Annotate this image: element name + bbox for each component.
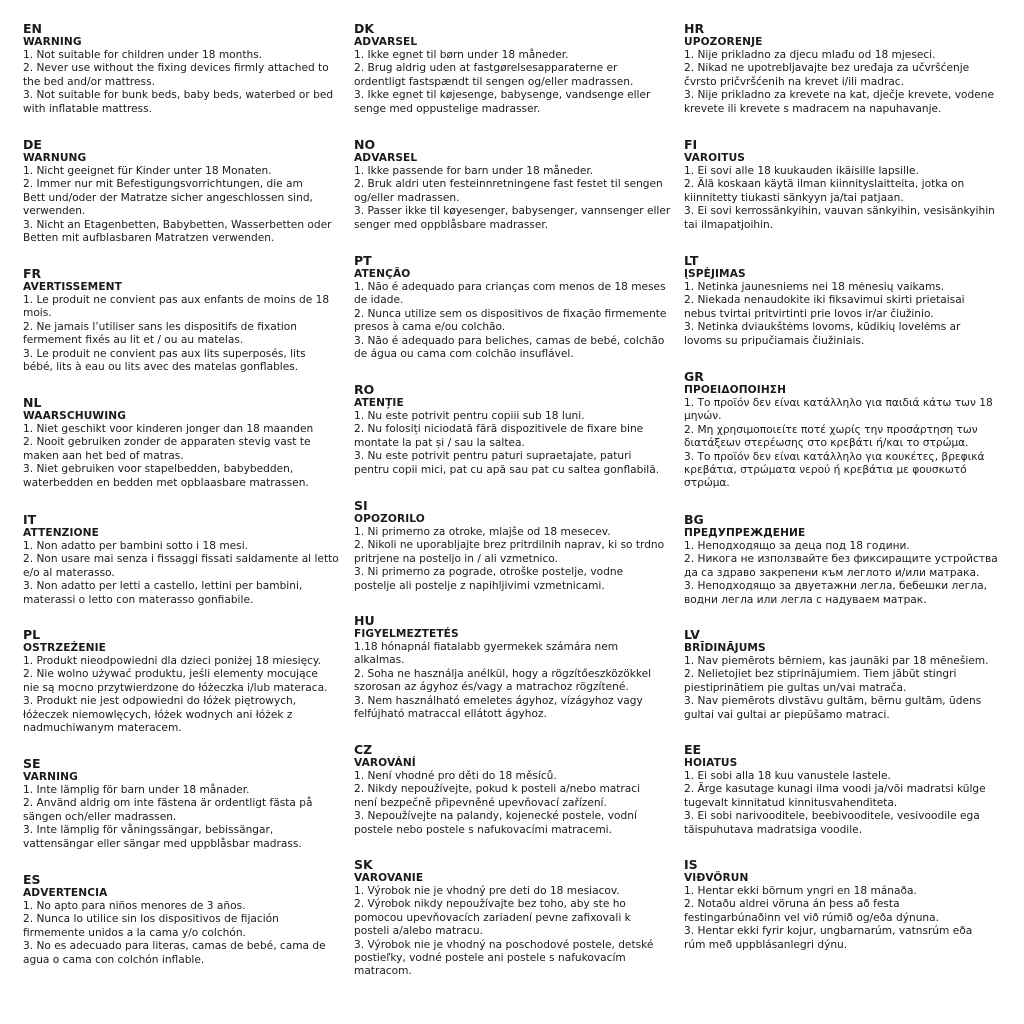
warning-text-line: 3. Неподходящо за двуетажни легла, бебешки легла, xyxy=(684,580,987,593)
warning-text-line: 2. Nikoli ne uporabljajte brez pritrdilnih naprav, ki so trdno xyxy=(354,539,665,552)
warning-title: ΠΡΟΕΙΔΟΠΟΙΗΣΗ xyxy=(684,384,787,396)
warning-text-line: fermement fixés au lit et / ou au matelas. xyxy=(23,334,244,347)
warning-text-line: 3. Nu este potrivit pentru paturi supraetajate, paturi xyxy=(354,450,632,463)
warning-text-line: 1. Ikke passende for barn under 18 måneder. xyxy=(354,165,594,177)
warning-text-line: 1.18 hónapnál fiatalabb gyermekek számára nem xyxy=(354,641,619,653)
warning-block-bg xyxy=(684,513,998,607)
warning-text-line: 2. Soha ne használja anélkül, hogy a rögzítőeszközökkel xyxy=(354,667,652,680)
warning-text-line: felfújható matraccal ellátott ágyhoz. xyxy=(354,708,547,721)
warning-text-line: 2. Bruk aldri uten festeinnretningene fast festet til sengen xyxy=(354,178,663,191)
warning-text-line: 2. Nooit gebruiken zonder de apparaten stevig vast te xyxy=(23,436,311,449)
language-code: DE xyxy=(23,137,42,152)
warning-text-line: e/o al materasso. xyxy=(23,566,115,579)
warning-text-line: nebus tvirtai pritvirtinti prie lovos ir/ar čiužinio. xyxy=(684,307,934,320)
warning-text-line: tai ilmapatjoihin. xyxy=(684,218,774,231)
warning-text-line: matracom. xyxy=(354,965,412,978)
warning-text-line: 3. Não é adequado para beliches, camas de bebé, colchão xyxy=(354,334,665,347)
warning-text-line: 2. Výrobok nikdy nepoužívajte bez toho, aby ste ho xyxy=(354,898,626,911)
warning-text-line: 1. Non adatto per bambini sotto i 18 mesi. xyxy=(23,540,249,552)
warning-block-nl xyxy=(23,396,313,490)
warning-text-line: 3. Nav piemērots divstāvu gultām, bērnu gultām, ūdens xyxy=(684,695,982,708)
warning-text-line: 3. Hentar ekki fyrir kojur, ungbarnarúm, vatnsrúm eða xyxy=(684,925,973,938)
warning-text-line: да са здраво закрепени към леглото и/или матрака. xyxy=(684,566,980,579)
warning-text-line: senger med oppblåsbare madrasser. xyxy=(354,218,549,231)
warning-title: ADVARSEL xyxy=(354,36,418,48)
warning-title: ADVARSEL xyxy=(354,152,418,164)
warning-block-hr xyxy=(684,22,994,116)
warning-block-fi xyxy=(684,138,995,232)
warning-text-line: de idade. xyxy=(354,294,404,307)
warning-title: VAROVANIE xyxy=(354,872,424,884)
warning-text-line: 2. Niekada nenaudokite iki fiksavimui skirti prietaisai xyxy=(684,294,965,307)
warning-title: BRĪDINĀJUMS xyxy=(684,642,766,654)
warning-text-line: 3. Produkt nie jest odpowiedni do łóżek piętrowych, xyxy=(23,695,297,708)
warning-text-line: 3. Ei sovi kerrossänkyihin, vauvan sänkyihin, vesisänkyihin xyxy=(684,205,995,218)
warning-text-line: postieľky, vodné postele ani postele s nafukovacím xyxy=(354,952,626,965)
warning-text-line: 1. Netinka jaunesniems nei 18 mėnesių vaikams. xyxy=(684,281,945,293)
warning-text-line: 2. Nikdy nepoužívejte, pokud k posteli a/nebo matraci xyxy=(354,783,641,796)
warning-text-line: 2. Non usare mai senza i fissaggi fissati saldamente al letto xyxy=(23,553,339,566)
language-code: CZ xyxy=(354,742,373,757)
warning-text-line: with inflatable mattress. xyxy=(23,102,153,115)
language-code: NL xyxy=(23,395,42,410)
warning-block-si xyxy=(354,499,664,593)
warning-block-pt xyxy=(354,254,666,361)
warning-text-line: tugevalt kinnitatud kinnitusvahenditeta. xyxy=(684,796,898,809)
warning-text-line: 3. Niet gebruiken voor stapelbedden, babybedden, xyxy=(23,463,294,476)
warning-text-line: 1. No apto para niños menores de 3 años. xyxy=(23,900,246,912)
warning-text-line: sängen och/eller madrassen. xyxy=(23,810,177,823)
warning-title: OPOZORILO xyxy=(354,513,425,525)
language-code: IS xyxy=(684,857,698,872)
language-code: EE xyxy=(684,742,702,757)
warning-text-line: krevete ili krevete s madracem na napuhavanje. xyxy=(684,102,942,115)
language-code: DK xyxy=(354,21,375,36)
warning-text-line: montate la pat și / sau la saltea. xyxy=(354,436,525,449)
warning-block-hu xyxy=(354,614,651,721)
warning-text-line: senge med oppustelige madrasser. xyxy=(354,102,541,115)
warning-text-line: 1. Niet geschikt voor kinderen jonger dan 18 maanden xyxy=(23,423,314,435)
warning-text-line: 3. Ikke egnet til køjesenge, babysenge, vandsenge eller xyxy=(354,89,651,102)
warning-block-sk xyxy=(354,858,653,979)
language-code: HU xyxy=(354,613,375,628)
warning-text-line: 1. Výrobok nie je vhodný pre deti do 18 mesiacov. xyxy=(354,885,620,897)
warning-text-line: maken aan het bed of matras. xyxy=(23,449,184,462)
warning-text-line: szorosan az ágyhoz és/vagy a matrachoz rögzítené. xyxy=(354,681,629,694)
warning-text-line: łóżeczek niemowlęcych, łóżek wodnych ani łóżek z xyxy=(23,708,293,721)
warning-title: UPOZORENJE xyxy=(684,36,763,48)
warning-title: VAROITUS xyxy=(684,152,746,164)
warning-block-lv xyxy=(684,628,989,722)
warning-text-line: gultai vai gultai ar piepūšamo matraci. xyxy=(684,708,890,721)
warning-text-line: postele nebo postele s nafukovacími matracemi. xyxy=(354,823,612,836)
warning-text-line: κρεβάτια, στρώματα νερού ή κρεβάτια με φουσκωτό xyxy=(684,464,967,477)
warning-text-line: Bett und/oder der Matratze sicher angeschlossen sind, xyxy=(23,191,313,204)
warning-text-line: 2. Älä koskaan käytä ilman kiinnityslaitteita, jotka on xyxy=(684,178,965,191)
warning-block-de xyxy=(23,138,332,245)
warning-text-line: στρώμα. xyxy=(684,477,730,490)
warning-text-line: pentru copii mici, pat cu apă sau pat cu saltea gonflabilă. xyxy=(354,463,660,476)
warning-text-line: μηνών. xyxy=(684,410,722,423)
warning-text-line: postelje ali postelje z napihljivimi vzmetnicami. xyxy=(354,579,605,592)
warning-text-line: vattensängar eller sängar med uppblåsbar madrass. xyxy=(23,837,302,850)
warning-text-line: 1. Ni primerno za otroke, mlajše od 18 mesecev. xyxy=(354,526,611,538)
warning-text-line: 3. Netinka dviaukštėms lovoms, kūdikių lovelėms ar xyxy=(684,321,961,334)
warning-text-line: 1. Nu este potrivit pentru copiii sub 18 luni. xyxy=(354,410,585,422)
language-code: LT xyxy=(684,253,699,268)
warning-text-line: 3. Le produit ne convient pas aux lits superposés, lits xyxy=(23,347,306,360)
warning-title: WARNING xyxy=(23,36,82,48)
warning-title: ATTENZIONE xyxy=(23,527,99,539)
warning-title: FIGYELMEZTETÉS xyxy=(354,628,459,640)
warning-block-it xyxy=(23,513,339,607)
warning-block-ro xyxy=(354,383,659,477)
warning-text-line: 2. Notaðu aldrei vöruna án þess að festa xyxy=(684,898,900,911)
warning-text-line: není bezpečně připevněné upevňovací zařízení. xyxy=(354,796,607,809)
warning-block-es xyxy=(23,873,326,967)
warning-title: HOIATUS xyxy=(684,757,738,769)
warning-title: AVERTISSEMENT xyxy=(23,281,122,293)
warning-text-line: 3. Nepoužívejte na palandy, kojenecké postele, vodní xyxy=(354,810,637,823)
warning-title: ADVERTENCIA xyxy=(23,887,108,899)
warning-block-dk xyxy=(354,22,650,116)
language-code: SE xyxy=(23,756,41,771)
warning-text-line: 1. Ei sobi alla 18 kuu vanustele lastele. xyxy=(684,770,891,782)
language-code: GR xyxy=(684,369,704,384)
warning-text-line: 3. Το προϊόν δεν είναι κατάλληλο για κουκέτες, βρεφικά xyxy=(684,450,985,463)
warning-text-line: 3. Inte lämplig för våningssängar, bebissängar, xyxy=(23,824,274,837)
warning-title: VARNING xyxy=(23,771,78,783)
warning-text-line: 3. Nem használható emeletes ágyhoz, vízágyhoz vagy xyxy=(354,694,643,707)
warning-text-line: 2. Brug aldrig uden at fastgørelsesapparaterne er xyxy=(354,62,618,75)
warning-text-line: pritrjene na posteljo in / ali vzmetnico. xyxy=(354,552,558,565)
warning-text-line: 3. Passer ikke til køyesenger, babysenger, vannsenger eller xyxy=(354,205,671,218)
language-code: EN xyxy=(23,21,43,36)
warning-text-line: čvrsto pričvršćenih na krevet i/ili madrac. xyxy=(684,75,904,88)
warning-text-line: 2. Nunca lo utilice sin los dispositivos de fijación xyxy=(23,913,279,926)
warning-text-line: 2. Ärge kasutage kunagi ilma voodi ja/või madratsi külge xyxy=(684,783,986,796)
warning-title: ATENÇÃO xyxy=(354,268,411,280)
warning-text-line: 3. Non adatto per letti a castello, lettini per bambini, xyxy=(23,580,303,593)
warning-text-line: 2. Nu folosiți niciodată fără dispozitivele de fixare bine xyxy=(354,423,644,436)
warning-block-ee xyxy=(684,743,986,837)
warning-text-line: 3. Not suitable for bunk beds, baby beds, waterbed or bed xyxy=(23,89,334,102)
warning-text-line: the bed and/or mattress. xyxy=(23,75,155,88)
warning-text-line: 2. Nunca utilize sem os dispositivos de fixação firmemente xyxy=(354,307,667,320)
warning-text-line: 3. Ei sobi narivooditele, beebivooditele, vesivoodile ega xyxy=(684,810,980,823)
warning-text-line: ordentligt fastspændt til sengen og/eller madrassen. xyxy=(354,75,634,88)
language-code: NO xyxy=(354,137,376,152)
language-code: BG xyxy=(684,512,704,527)
warning-title: VAROVÁNÍ xyxy=(354,757,416,769)
warning-text-line: 1. Není vhodné pro děti do 18 měsíců. xyxy=(354,770,557,782)
warning-text-line: waterbedden en bedden met opblaasbare matrassen. xyxy=(23,476,309,489)
language-code: FI xyxy=(684,137,698,152)
warning-text-line: 2. Nie wolno używać produktu, jeśli elementy mocujące xyxy=(23,668,318,681)
warning-text-line: kiinnitetty tiukasti sänkyyn ja/tai patjaan. xyxy=(684,191,904,204)
warning-text-line: og/eller madrassen. xyxy=(354,191,460,204)
warning-text-line: nadmuchiwanym materacem. xyxy=(23,722,182,735)
warning-text-line: 1. Nije prikladno za djecu mlađu od 18 mjeseci. xyxy=(684,49,936,61)
warning-text-line: 2. Never use without the fixing devices firmly attached to xyxy=(23,62,329,75)
warning-text-line: festingarbúnaðinn vel við rúmið og/eða dýnuna. xyxy=(684,911,939,924)
warning-text-line: 3. Nije prikladno za krevete na kat, dječje krevete, vodene xyxy=(684,89,995,102)
language-code: SI xyxy=(354,498,368,513)
warning-text-line: alkalmas. xyxy=(354,654,405,667)
warning-title: ПРЕДУПРЕЖДЕНИЕ xyxy=(684,527,806,539)
warning-text-line: διατάξεων στερέωσης στο κρεβάτι ή/και το στρώμα. xyxy=(684,437,969,450)
language-code: ES xyxy=(23,872,41,887)
warning-text-line: 2. Nelietojiet bez stiprinājumiem. Tiem jābūt stingri xyxy=(684,668,957,681)
warning-text-line: 1. Não é adequado para crianças com menos de 18 meses xyxy=(354,281,666,293)
warning-text-line: 1. Produkt nieodpowiedni dla dzieci poniżej 18 miesięcy. xyxy=(23,655,322,667)
warning-text-line: 1. Неподходящо за деца под 18 години. xyxy=(684,540,910,552)
warning-text-line: 2. Nikad ne upotrebljavajte bez uređaja za učvršćenje xyxy=(684,62,970,75)
warning-text-line: 1. Nicht geeignet für Kinder unter 18 Monaten. xyxy=(23,165,272,177)
warning-text-line: rúm með uppblásanlegri dýnu. xyxy=(684,938,848,951)
warning-text-line: 2. Immer nur mit Befestigungsvorrichtungen, die am xyxy=(23,178,303,191)
warning-text-line: materassi o letto con materasso gonfiabile. xyxy=(23,593,254,606)
warning-text-line: presos à cama e/ou colchão. xyxy=(354,321,506,334)
warning-text-line: de água ou cama com colchão insuflável. xyxy=(354,348,574,361)
warning-text-line: pomocou upevňovacích zariadení pevne zafixovali k xyxy=(354,911,631,924)
warning-block-en xyxy=(23,22,333,116)
warning-title: VIÐVÖRUN xyxy=(684,872,749,884)
warning-text-line: 2. Använd aldrig om inte fästena är ordentligt fästa på xyxy=(23,797,313,810)
warning-text-line: piestiprinātiem pie gultas un/vai matrača. xyxy=(684,681,907,694)
language-code: FR xyxy=(23,266,42,281)
warning-text-line: 2. Ne jamais l’utiliser sans les dispositifs de fixation xyxy=(23,320,297,333)
warning-text-line: verwenden. xyxy=(23,205,86,218)
warning-text-line: Betten mit aufblasbaren Matratzen verwenden. xyxy=(23,232,275,245)
warning-block-no xyxy=(354,138,670,232)
warning-title: ATENȚIE xyxy=(354,397,404,409)
warning-text-line: nie są mocno przytwierdzone do łóżeczka i/lub materaca. xyxy=(23,681,328,694)
warning-text-line: lovoms su pripučiamais čiužiniais. xyxy=(684,334,865,347)
language-code: SK xyxy=(354,857,373,872)
warning-title: WARNUNG xyxy=(23,152,87,164)
warning-text-line: 1. Το προϊόν δεν είναι κατάλληλο για παιδιά κάτω των 18 xyxy=(684,397,993,409)
warning-title: OSTRZEŻENIE xyxy=(23,642,106,654)
warning-text-line: 1. Ei sovi alle 18 kuukauden ikäisille lapsille. xyxy=(684,165,919,177)
warning-text-line: agua o cama con colchón inflable. xyxy=(23,953,205,966)
warning-text-line: 3. No es adecuado para literas, camas de bebé, cama de xyxy=(23,940,326,953)
language-code: LV xyxy=(684,627,700,642)
warning-text-line: 2. Μη χρησιμοποιείτε ποτέ χωρίς την προσάρτηση των xyxy=(684,423,978,436)
warning-text-line: mois. xyxy=(23,307,52,320)
warning-block-lt xyxy=(684,254,965,348)
warning-block-se xyxy=(23,757,312,851)
warning-text-line: 2. Никога не използвайте без фиксиращите устройства xyxy=(684,553,998,566)
warning-text-line: 1. Inte lämplig för barn under 18 månader. xyxy=(23,784,250,796)
warning-text-line: firmemente unidos a la cama y/o colchón. xyxy=(23,926,246,939)
language-code: IT xyxy=(23,512,37,527)
warning-text-line: 1. Ikke egnet til børn under 18 måneder. xyxy=(354,49,569,61)
warning-block-pl xyxy=(23,628,327,735)
warning-text-line: 1. Le produit ne convient pas aux enfants de moins de 18 xyxy=(23,294,330,306)
language-code: PT xyxy=(354,253,372,268)
warning-text-line: 3. Výrobok nie je vhodný na poschodové postele, detské xyxy=(354,938,654,951)
warning-text-line: täispuhutava madratsiga voodile. xyxy=(684,823,863,836)
warning-text-line: posteli a/alebo matracu. xyxy=(354,925,483,938)
warning-title: ĮSPĖJIMAS xyxy=(684,268,746,280)
language-code: RO xyxy=(354,382,375,397)
warning-text-line: 1. Nav piemērots bērniem, kas jaunāki par 18 mēnešiem. xyxy=(684,655,989,667)
warning-text-line: 1. Not suitable for children under 18 months. xyxy=(23,49,263,61)
warning-text-line: 1. Hentar ekki börnum yngri en 18 mánaða. xyxy=(684,885,917,897)
warning-text-line: bébé, lits à eau ou lits avec des matelas gonflables. xyxy=(23,361,299,374)
language-code: HR xyxy=(684,21,705,36)
warning-text-line: водни легла или легла с надуваем матрак. xyxy=(684,593,927,606)
warning-text-line: 3. Ni primerno za pograde, otroške postelje, vodne xyxy=(354,566,624,579)
language-code: PL xyxy=(23,627,41,642)
warning-text-line: 3. Nicht an Etagenbetten, Babybetten, Wasserbetten oder xyxy=(23,218,332,231)
warning-block-cz xyxy=(354,743,640,837)
warning-block-is xyxy=(684,858,972,952)
warning-block-fr xyxy=(23,267,329,374)
warning-block-gr xyxy=(684,370,993,491)
warning-title: WAARSCHUWING xyxy=(23,410,127,422)
